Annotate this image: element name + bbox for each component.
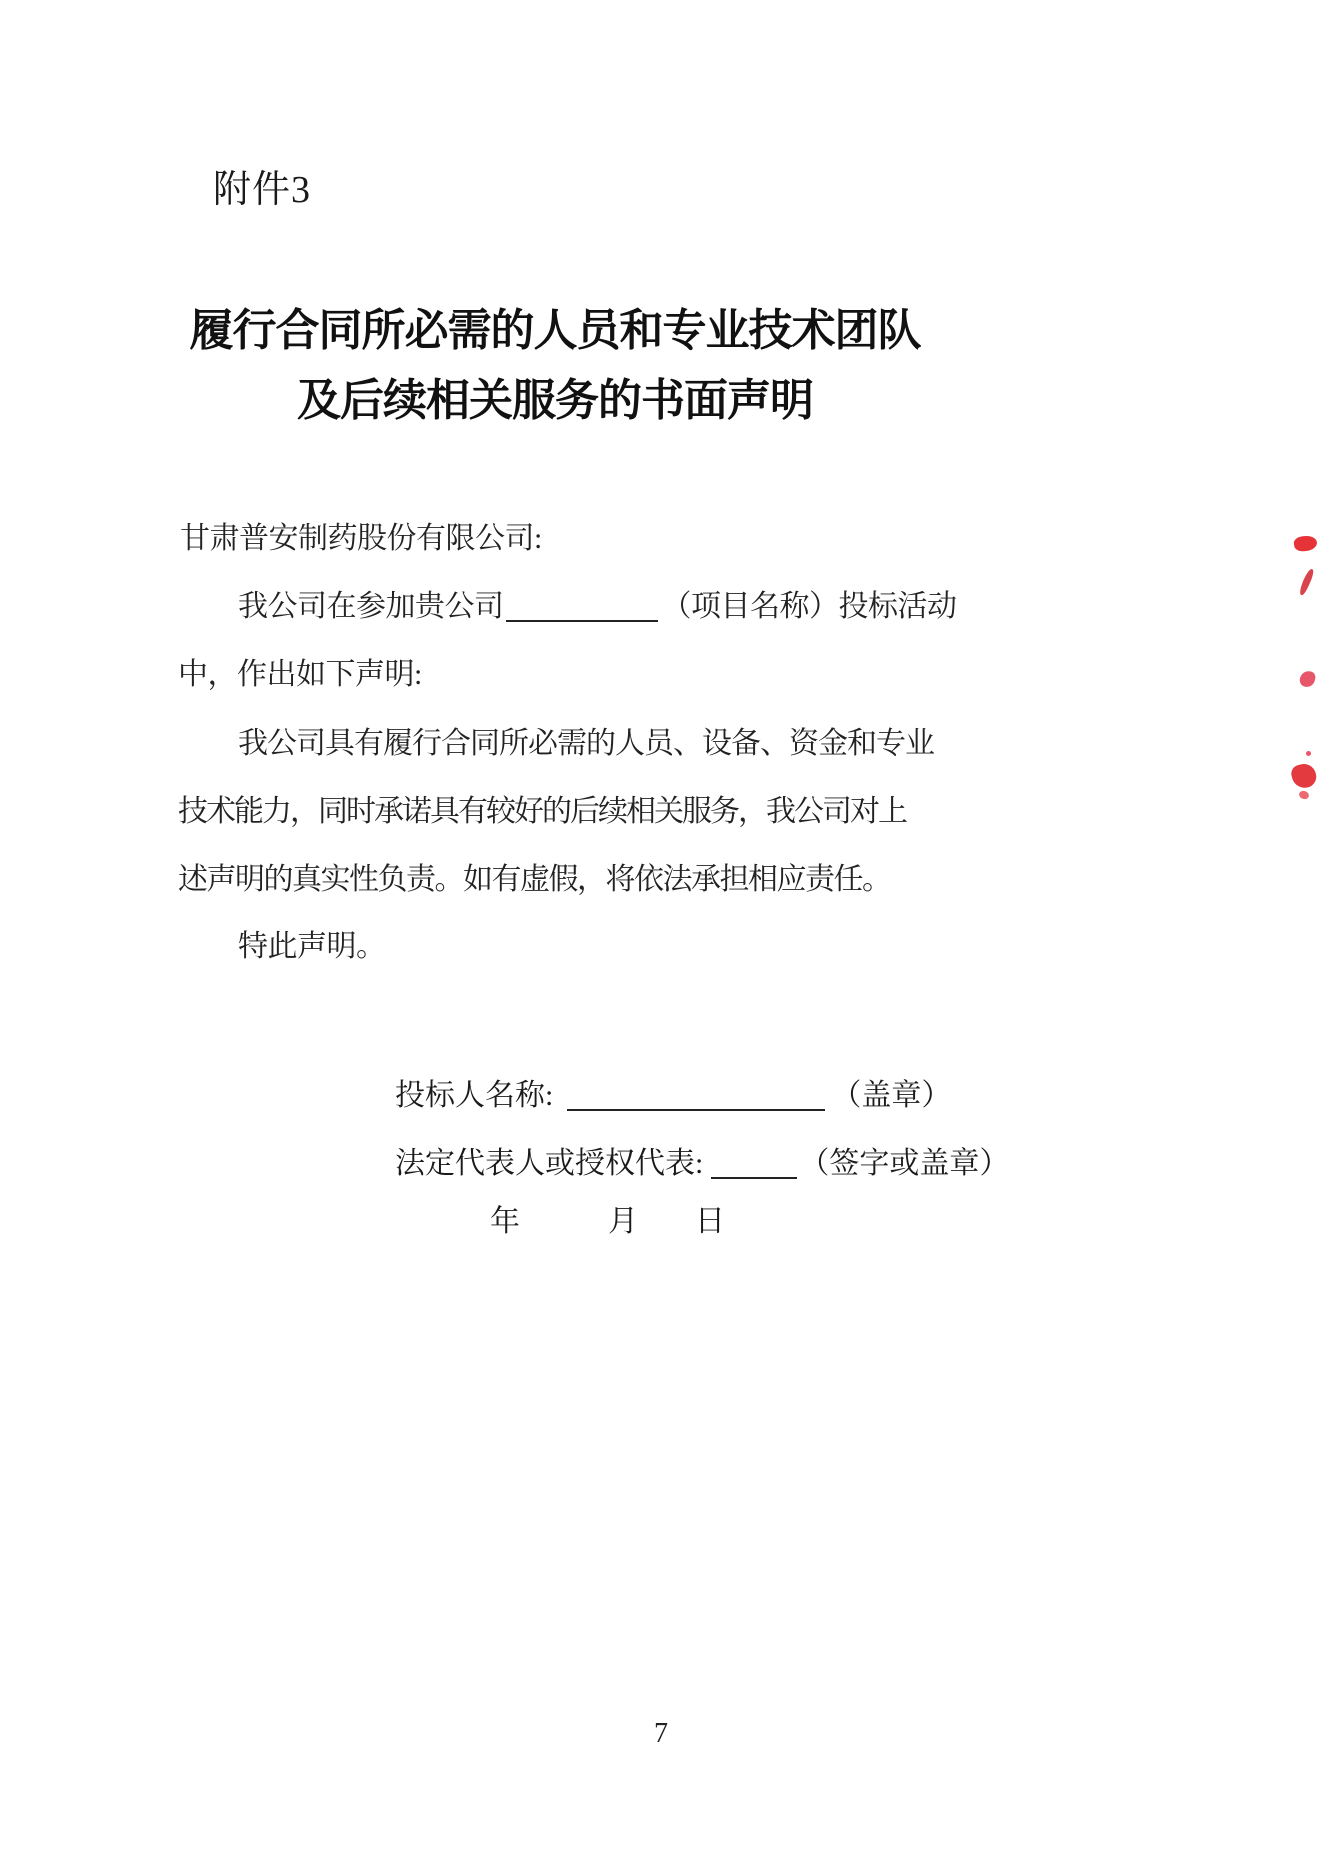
representative-blank: [711, 1143, 797, 1179]
representative-seal-note: （签字或盖章）: [799, 1147, 1010, 1180]
red-ink-fragment: [1289, 761, 1318, 790]
salutation-line: 甘肃普安制药股份有限公司:: [180, 522, 542, 555]
date-year-label: 年: [490, 1205, 520, 1238]
paragraph2-line1: 我公司具有履行合同所必需的人员、设备、资金和专业: [238, 727, 934, 760]
paragraph2-line3: 述声明的真实性负责。如有虚假，将依法承担相应责任。: [178, 863, 891, 896]
date-month-label: 月: [608, 1205, 638, 1238]
date-day-label: 日: [695, 1205, 725, 1238]
paragraph1-line2: 中，作出如下声明:: [178, 658, 422, 691]
red-ink-fragment: [1293, 534, 1318, 552]
project-name-blank: [506, 586, 658, 622]
page-number: 7: [654, 1718, 668, 1749]
paragraph1-text-before-blank: 我公司在参加贵公司: [238, 590, 504, 623]
signature-bidder-line: [395, 1070, 951, 1114]
paragraph1-text-after-blank: （项目名称）投标活动: [661, 590, 957, 623]
red-ink-fragment: [1298, 568, 1316, 596]
red-ink-fragment: [1299, 670, 1317, 689]
document-title-line2: 及后续相关服务的书面声明: [297, 376, 813, 425]
red-ink-fragment: [1306, 751, 1311, 756]
paragraph1-line1: [238, 581, 957, 625]
red-ink-fragment: [1298, 790, 1310, 801]
bidder-name-blank: [567, 1075, 825, 1111]
signature-representative-line: [395, 1138, 1009, 1182]
closing-statement: 特此声明。: [238, 930, 386, 963]
date-line: [490, 1196, 725, 1240]
paragraph2-line2: 技术能力，同时承诺具有较好的后续相关服务，我公司对上: [178, 795, 906, 828]
document-title: [0, 296, 1110, 436]
attachment-label: 附件3: [213, 169, 312, 211]
bidder-seal-note: （盖章）: [831, 1079, 952, 1112]
representative-label: 法定代表人或授权代表:: [395, 1147, 704, 1180]
bidder-name-label: 投标人名称:: [395, 1079, 554, 1112]
document-title-line1: 履行合同所必需的人员和专业技术团队: [189, 306, 921, 355]
